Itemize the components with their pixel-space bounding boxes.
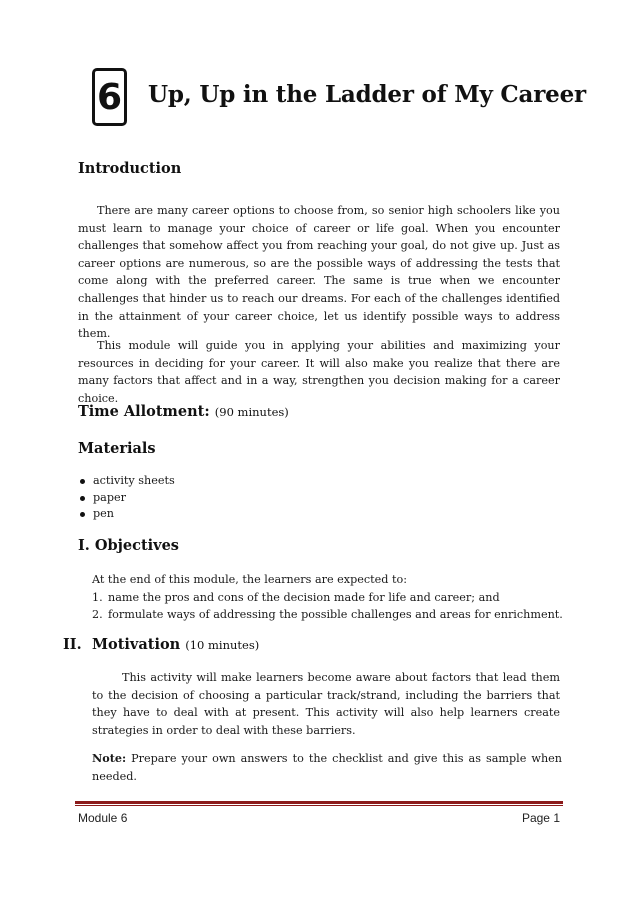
footer-page-number: Page 1 [521, 811, 560, 825]
list-text: formulate ways of addressing the possible challenges and areas for enrichment. [108, 607, 563, 621]
objectives-list [92, 590, 563, 623]
note-text: Prepare your own answers to the checklist and give this as sample when needed. [92, 752, 562, 783]
note-label: Note: [92, 751, 127, 765]
list-text: name the pros and cons of the decision made for life and career; and [108, 591, 500, 604]
motivation-heading-text: Motivation [92, 636, 181, 653]
list-item [92, 607, 563, 624]
motivation-paragraph [92, 669, 560, 739]
introduction-heading: Introduction [78, 160, 182, 177]
materials-list [78, 473, 175, 523]
list-number: 1. [92, 591, 103, 604]
time-allotment-label: Time Allotment: [78, 403, 210, 420]
motivation-time: (10 minutes) [185, 638, 260, 652]
introduction-paragraph-1 [78, 202, 560, 343]
introduction-paragraph-2 [78, 337, 560, 407]
motivation-roman-numeral: II. [63, 636, 82, 653]
footer-rule [75, 801, 563, 804]
motivation-paragraph-text: This activity will make learners become aware about factors that lead them to the decision of choosing a particular track/strand, including the barriers that they have to deal with at present. This activity will also help learners create strategies in order to deal with these barriers. [92, 671, 560, 737]
list-item: activity sheets [78, 473, 175, 490]
list-item: pen [78, 506, 175, 523]
footer-rule-thin [75, 805, 563, 806]
introduction-paragraph-2-text: This module will guide you in applying your abilities and maximizing your resources in deciding for your career. It will also make you realize that there are many factors that affect and in a way, strengthen you decision making for a career choice. [78, 339, 560, 405]
materials-heading: Materials [78, 440, 156, 457]
objectives-heading: I. Objectives [78, 537, 179, 554]
list-number: 2. [92, 607, 103, 621]
time-allotment-value: (90 minutes) [214, 405, 289, 419]
list-item: paper [78, 490, 175, 507]
list-item [92, 590, 563, 607]
module-number-badge: 6 [92, 68, 127, 126]
motivation-heading [92, 636, 259, 653]
objectives-intro: At the end of this module, the learners are expected to: [92, 573, 407, 586]
motivation-note [92, 750, 562, 785]
footer-module-label: Module 6 [78, 811, 128, 825]
introduction-paragraph-1-text: There are many career options to choose from, so senior high schoolers like you must learn to manage your choice of career or life goal. When you encounter challenges that somehow affect you from reaching your goal, do not give up. Just as career options are numerous, so are the possible ways of addressing the tests that come along with the preferred career. The same is true when we encounter challenges that hinder us to reach our dreams. For each of the challenges identified in the attainment of your career choice, let us identify possible ways to address them. [78, 204, 560, 341]
time-allotment-heading [78, 403, 289, 420]
module-title: Up, Up in the Ladder of My Career [148, 81, 586, 108]
